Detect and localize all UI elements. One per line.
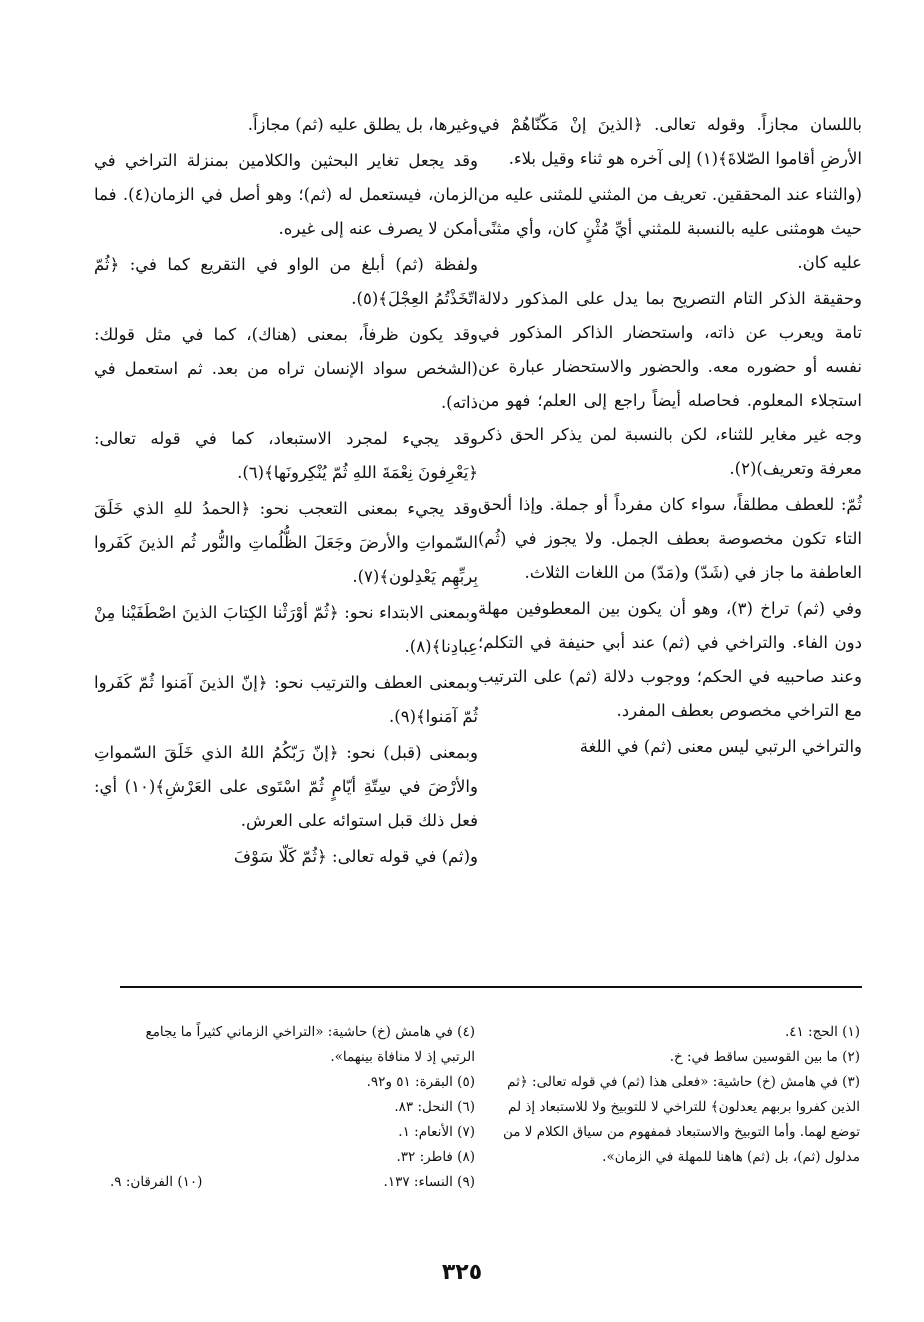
footnote: (٥) البقرة: ٥١ و٩٢. [366,1074,475,1090]
paragraph: وقد يجيء لمجرد الاستبعاد، كما في قوله تعالى: ﴿يَعْرِفونَ نِعْمَةَ اللهِ ثُمّ يُنْكِرونَها﴾(٦). [94,429,478,482]
paragraph: والتراخي الرتبي ليس معنى (ثم) في اللغة [579,737,862,756]
paragraph: باللسان مجازاً. وقوله تعالى. ﴿الذينَ إنْ مَكّنّاهُمْ في الأرضِ أقاموا الصّلاةَ﴾(١) إلى آخره هو ثناء وقيل بلاء. [478,115,862,168]
footnote: (٢) ما بين القوسين ساقط في: خ. [669,1049,860,1065]
footnote: (٨) فاطر: ٣٢. [396,1149,475,1165]
paragraph: وحقيقة الذكر التام التصريح بما يدل على المذكور دلالة تامة ويعرب عن ذاته، واستحضار الذاكر المذكور في نفسه أو حضوره معه. والحضور والاستحضار عبارة عن استجلاء المعلوم. فحاصله أيضاً راجع إلى العلم؛ فهو من وجه غير مغاير للثناء، لكن بالنسبة لمن يذكر الحق ذكر معرفة وتعريف)(٢). [478,289,862,478]
paragraph: وفي (ثم) تراخ (٣)، وهو أن يكون بين المعطوفين مهلة دون الفاء. والتراخي في (ثم) عند أبي حنيفة في التكلم؛ وعند صاحبيه في الحكم؛ ووجوب دلالة (ثم) على الترتيب مع التراخي مخصوص بعطف المفرد. [478,599,862,720]
right-text-column [478,108,862,766]
paragraph: وقد يجعل تغاير البحثين والكلامين بمنزلة التراخي في الزمان، فيستعمل له (ثم)؛ وهو أصل في الزمان(٤). فما أمكن لا يصرف عنه إلى غيره. [94,151,478,238]
paragraph: وقد يجيء بمعنى التعجب نحو: ﴿الحمدُ للهِ الذي خَلَقَ السّمواتِ والأرضَ وجَعَلَ الظُّلُماتِ والنُّور ثُم الذينَ كَفَروا بِربِّهِم يَعْدِلون﴾(٧). [94,499,478,586]
left-text-column [94,108,478,876]
footnote-pair [110,1170,475,1195]
footnote: (٧) الأنعام: ١. [398,1124,475,1140]
footnote-divider [120,986,862,988]
paragraph: ولفظة (ثم) أبلغ من الواو في التقريع كما في: ﴿ثُمّ اتّخَذْتُمُ العِجْلَ﴾(٥). [94,255,478,308]
paragraph: وقد يكون ظرفاً، بمعنى (هناك)، كما في مثل قولك: (الشخص سواد الإنسان تراه من بعد. ثم استعمل في ذاته). [94,325,478,412]
paragraph: (والثناء عند المحققين. تعريف من المثني للمثنى عليه من حيث هومثنى عليه بالنسبة للمثني أيِّ مُثْنٍ كان، وأي مثنًى عليه كان. [478,185,862,272]
footnotes-left [110,1020,475,1195]
footnote: (٩) النساء: ١٣٧. [383,1174,475,1190]
paragraph: وغيرها، بل يطلق عليه (ثم) مجازاً. [247,115,478,134]
footnote: (٤) في هامش (خ) حاشية: «التراخي الزماني كثيراً ما يجامع الرتبي إذ لا منافاة بينهما». [145,1024,475,1065]
footnote: (٣) في هامش (خ) حاشية: «فعلى هذا (ثم) في قوله تعالى: ﴿ثم الذين كفروا بربهم يعدلون﴾ للتراخي لا للتوبيخ ولا للاستبعاد إذ لم توضع لهما. وأما التوبيخ والاستبعاد فمفهوم من سياق الكلام لا من مدلول (ثم)، بل (ثم) هاهنا للمهلة في الزمان». [502,1074,860,1165]
footnote: (١) الحج: ٤١. [784,1024,860,1040]
paragraph: ثُمّ: للعطف مطلقاً، سواء كان مفرداً أو جملة. وإذا ألحق التاء تكون مخصوصة بعطف الجمل. ولا يجوز في (ثُم) العاطفة ما جاز في (شَدّ) و(مَدّ) من اللغات الثلاث. [478,495,862,582]
footnote: (١٠) الفرقان: ٩. [110,1174,203,1190]
footnote: (٦) النحل: ٨٣. [394,1099,475,1115]
paragraph: وبمعنى العطف والترتيب نحو: ﴿إنّ الذينَ آمَنوا ثُمّ كَفَروا ثُمّ آمَنوا﴾(٩). [94,673,478,726]
page-number: ٣٢٥ [441,1260,483,1285]
paragraph: وبمعنى الابتداء نحو: ﴿ثُمّ أوْرَثْنا الكِتابَ الذينَ اصْطَفَيْنا مِنْ عِبادِنا﴾(٨). [94,603,478,656]
paragraph: وبمعنى (قبل) نحو: ﴿إنّ رَبّكُمُ اللهُ الذي خَلَقَ السّمواتِ والأرْضَ في سِتّةِ أيّامٍ ثُمّ اسْتَوى على العَرْشِ﴾(١٠) أي: فعل ذلك قبل استوائه على العرش. [94,743,478,830]
footnotes-right [480,1020,860,1170]
paragraph: و(ثم) في قوله تعالى: ﴿ثُمّ كَلّا سَوْفَ [233,847,478,866]
